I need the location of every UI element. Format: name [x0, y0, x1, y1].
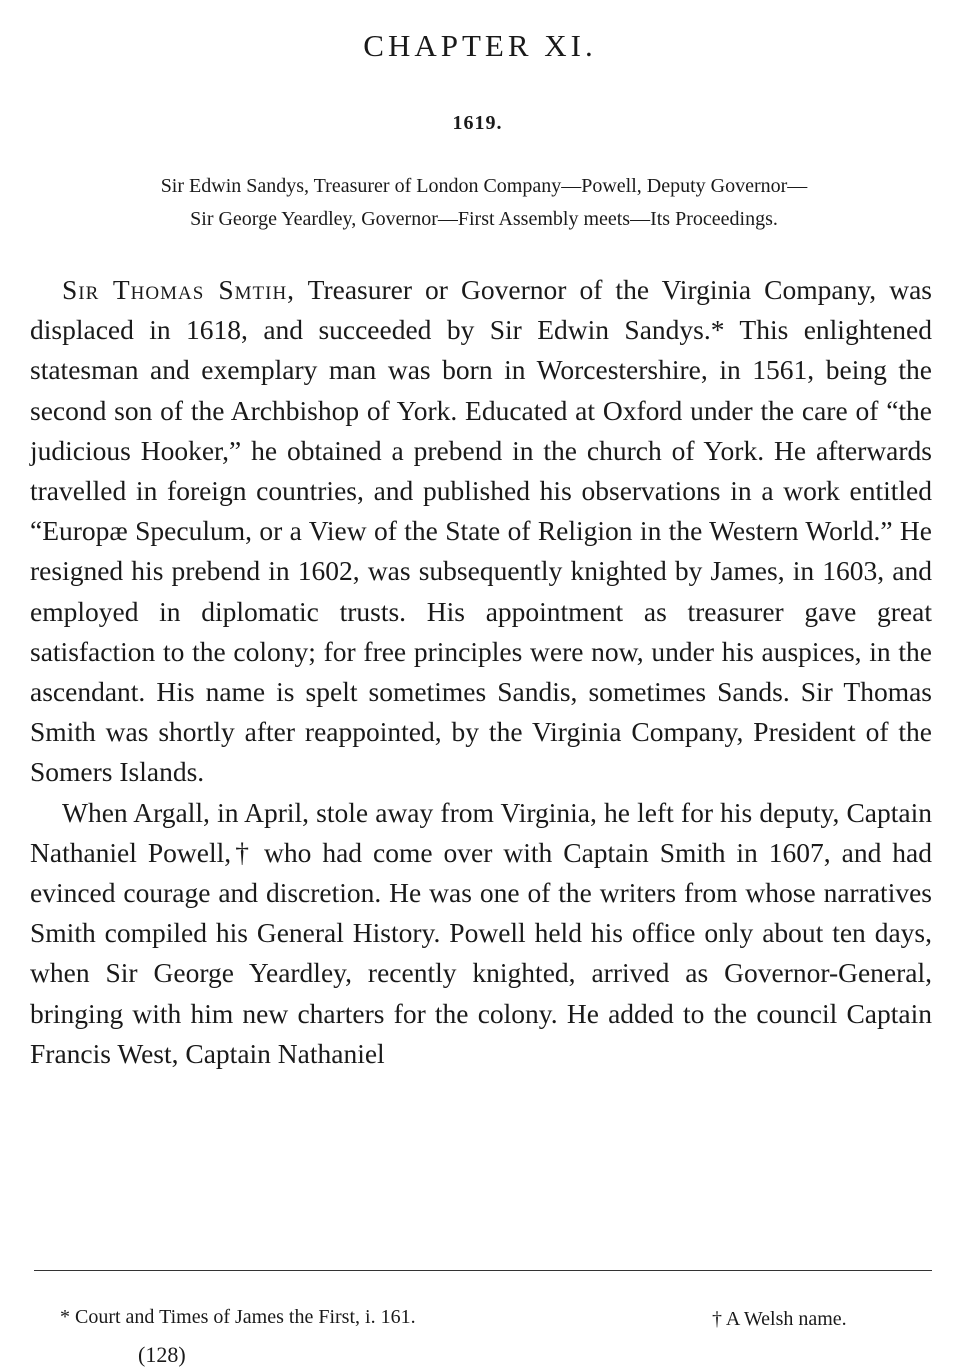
page-number: (128): [138, 1342, 186, 1367]
chapter-year: 1619.: [452, 112, 503, 134]
chapter-summary: [28, 170, 940, 236]
footnote-1: * Court and Times of James the First, i. 161.: [60, 1306, 416, 1328]
footnote-rule: [34, 1270, 932, 1271]
paragraph-1: [30, 270, 932, 793]
summary-line-2: Sir George Yeardley, Governor—First Assembly meets—Its Proceedings.: [190, 208, 778, 230]
paragraph-2: When Argall, in April, stole away from Virginia, he left for his deputy, Captain Nathaniel Powell,† who had come over with Captain Smith in 1607, and had evinced courage and discretion. He was one of the writers from whose narratives Smith compiled his General History. Powell held his office only about ten days, when Sir George Yeardley, recently knighted, arrived as Governor-General, bringing with him new charters for the colony. He added to the council Captain Francis West, Captain Nathaniel: [30, 796, 932, 1069]
chapter-title: CHAPTER XI.: [363, 28, 597, 63]
body-text: [30, 270, 932, 1074]
footnote-2: † A Welsh name.: [712, 1308, 847, 1330]
summary-line-1: Sir Edwin Sandys, Treasurer of London Company—Powell, Deputy Governor—: [160, 175, 808, 197]
paragraph-1-lead: Sir Thomas Smtih,: [62, 274, 296, 305]
paragraph-1-text: Treasurer or Governor of the Virginia Company, was displaced in 1618, and succeeded by Sir Edwin Sandys.* This enlightened statesman and exemplary man was born in Worcestershire, in 1561, being the second son of the Archbishop of York. Educated at Oxford under the care of “the judicious Hooker,” he obtained a prebend in the church of York. He afterwards travelled in foreign countries, and published his observations in a work entitled “Europæ Speculum, or a View of the State of Religion in the Western World.” He resigned his prebend in 1602, was subsequently knighted by James, in 1603, and employed in diplomatic trusts. His appointment as treasurer gave great satisfaction to the colony; for free principles were now, under his auspices, in the ascendant. His name is spelt sometimes Sandis, sometimes Sands. Sir Thomas Smith was shortly after reappointed, by the Virginia Company, President of the Somers Islands.: [30, 274, 933, 788]
